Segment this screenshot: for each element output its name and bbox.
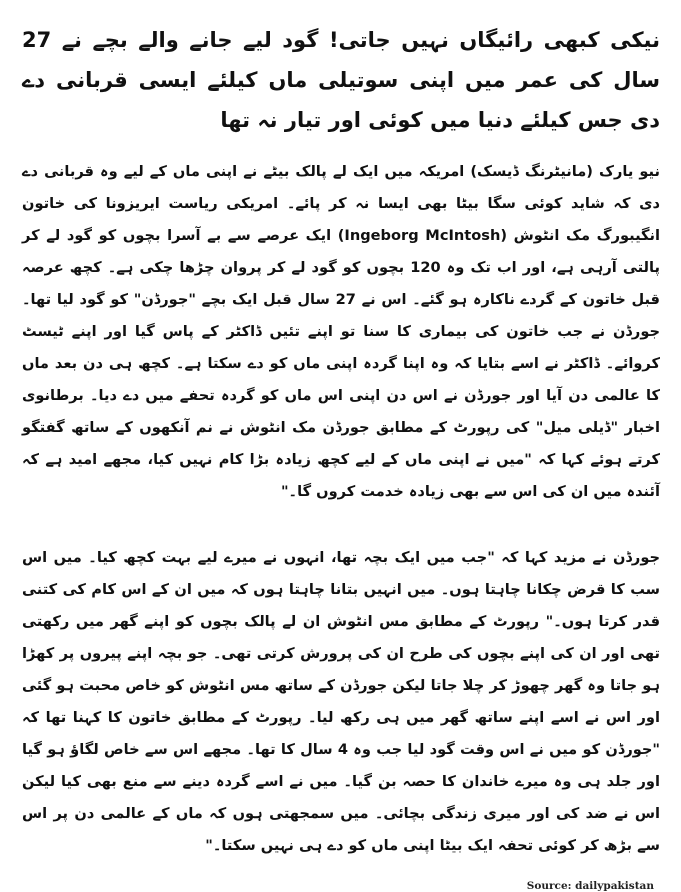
article-headline: نیکی کبھی رائیگاں نہیں جاتی! گود لیے جانے والے بچے نے 27 سال کی عمر میں اپنی سوتیلی ماں کیلئے ایسی قربانی دے دی جس کیلئے دنیا میں کوئی اور تیار نہ تھا: [22, 28, 660, 132]
article: [22, 20, 660, 892]
source-credit: Source: dailypakistan: [526, 880, 654, 892]
article-paragraph-1: نیو یارک (مانیٹرنگ ڈیسک) امریکہ میں ایک لے پالک بیٹے نے اپنی ماں کے لیے وہ قربانی دے دی کہ شاید کوئی سگا بیٹا بھی ایسا نہ کر پائے۔ امریکی ریاست ایریزونا کی خاتون انگیبورگ مک انٹوش (Ingeborg McIntosh) ایک عرصے سے بے آسرا بچوں کو گود لے کر پالتی آرہی ہے، اور اب تک وہ 120 بچوں کو گود لے کر پروان چڑھا چکی ہے۔ کچھ عرصہ قبل خاتون کے گردے ناکارہ ہو گئے۔ اس نے 27 سال قبل ایک بچے "جورڈن" کو گود لیا تھا۔ جورڈن نے جب خاتون کی بیماری کا سنا تو اپنے تئیں ڈاکٹر کے پاس گیا اور اپنے ٹیسٹ کروائے۔ ڈاکٹر نے اسے بتایا کہ وہ اپنا گردہ اپنی ماں کو دے سکتا ہے۔ کچھ ہی دن بعد ماں کا عالمی دن آیا اور جورڈن نے اس دن اپنی اس ماں کو گردہ تحفے میں دے دیا۔ برطانوی اخبار "ڈیلی میل" کی رپورٹ کے مطابق جورڈن مک انٹوش نے نم آنکھوں کے ساتھ گفتگو کرتے ہوئے کہا کہ "میں نے اپنی ماں کے لیے کچھ زیادہ بڑا کام نہیں کیا، مجھے امید ہے کہ آئندہ میں ان کی اس سے بھی زیادہ خدمت کروں گا۔": [22, 163, 661, 500]
article-paragraph-2: جورڈن نے مزید کہا کہ "جب میں ایک بچہ تھا، انہوں نے میرے لیے بہت کچھ کیا۔ میں اس سب کا قرض چکانا چاہتا ہوں۔ میں انہیں بتانا چاہتا ہوں کہ میں ان کے اس کام کی کتنی قدر کرتا ہوں۔" رپورٹ کے مطابق مس انٹوش ان لے پالک بچوں کو اپنے گھر میں رکھتی تھی اور ان کی اپنے بچوں کی طرح ان کی پرورش کرتی تھی۔ جو بچہ اپنے پیروں پر کھڑا ہو جاتا وہ گھر چھوڑ کر چلا جاتا لیکن جورڈن کے ساتھ مس انٹوش کو خاص محبت ہو گئی اور اس نے اسے اپنے ساتھ گھر میں ہی رکھ لیا۔ رپورٹ کے مطابق خاتون کا کہنا تھا کہ "جورڈن کو میں نے اس وقت گود لیا جب وہ 4 سال کا تھا۔ مجھے اس سے خاص لگاؤ ہو گیا اور جلد ہی وہ میرے خاندان کا حصہ بن گیا۔ میں نے اسے گردہ دینے سے منع بھی کیا لیکن اس نے ضد کی اور میری زندگی بچائی۔ میں سمجھتی ہوں کہ ماں کے عالمی دن پر اس سے بڑھ کر کوئی تحفہ ایک بیٹا اپنی ماں کو دے ہی نہیں سکتا۔": [22, 549, 661, 854]
